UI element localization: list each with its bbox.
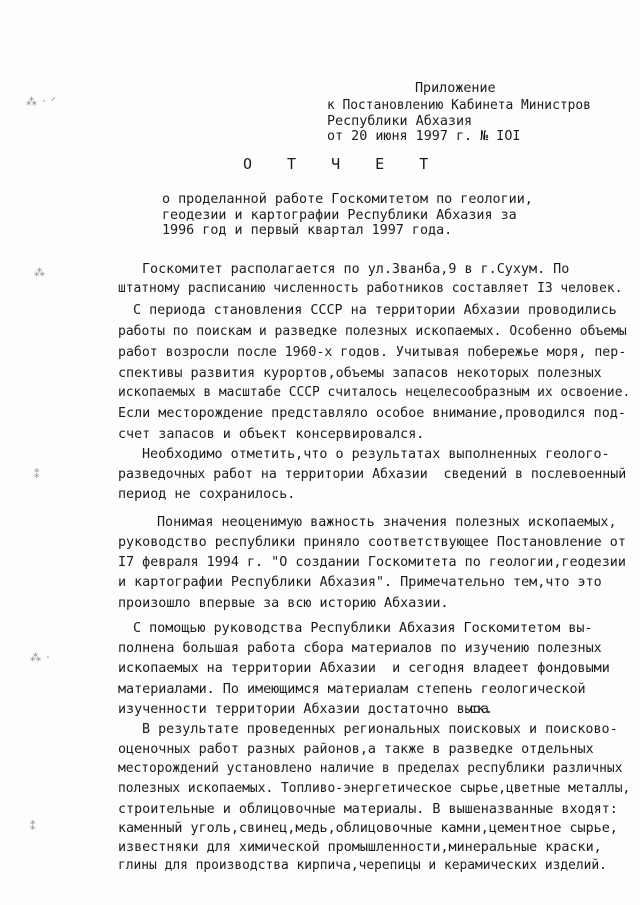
body-line — [118, 703, 489, 716]
body-line: руководство республики приняло соответствующее Постановление от — [118, 535, 626, 550]
body-line: В результате проведенных региональных поисковых и поисково- — [142, 722, 618, 737]
body-line: полнена большая работа сбора материалов по изучению полезных — [118, 641, 602, 656]
body-line: Необходимо отметить,что о результатах выполненных геолого- — [142, 447, 610, 462]
body-line: штатному расписанию численность работников составляет I3 человек. — [118, 281, 623, 296]
body-line: ископаемых на территории Абхазии и сегодня владеет фондовыми — [118, 661, 610, 676]
body-line: каменный уголь,свинец,медь,облицовочные камни,цементное сырье, — [118, 821, 618, 836]
body-line: глины для производства кирпича,черепицы и керамических изделий. — [118, 858, 607, 873]
body-line: полезных ископаемых. Топливо-энергетическое сырье,цветные металлы, — [118, 781, 631, 796]
body-line: С периода становления СССР на территории Абхазии проводились — [133, 303, 617, 318]
appendix-line: от 20 июня 1997 г. № IOI — [327, 129, 521, 144]
body-line: I7 февраля 1994 г. "О создании Госкомитета по геологии,геодезии — [118, 555, 626, 570]
body-line: строительные и облицовочные материалы. В вышеназванные входят: — [118, 802, 618, 817]
margin-mark: ⁑ — [30, 820, 37, 833]
body-line: и картографии Республики Абхазия". Примечательно тем,что это — [118, 575, 602, 590]
appendix-label: Приложение — [415, 81, 496, 96]
margin-mark: ⁑ — [34, 468, 41, 481]
body-line: работ возросли после 1960-х годов. Учитывая побережье моря, пер- — [118, 345, 627, 360]
appendix-line: к Постановлению Кабинета Министров — [327, 98, 591, 113]
body-line: Понимая неоценимую важность значения полезных ископаемых, — [157, 515, 617, 530]
body-line: разведочных работ на территории Абхазии сведений в послевоенный — [118, 467, 627, 482]
body-line: работы по поискам и разведке полезных ископаемых. Особенно объемы — [118, 324, 627, 339]
margin-mark: ⁂ ⸱ ᐟ — [26, 95, 57, 108]
overtyped-text: ысока. — [464, 702, 490, 717]
appendix-line: Республики Абхазия — [327, 114, 473, 129]
subtitle-line: 1996 год и первый квартал 1997 года. — [162, 223, 453, 238]
body-text: изученности территории Абхазии достаточно в — [118, 702, 465, 717]
body-line: произошло впервые за всю историю Абхазии. — [118, 596, 449, 611]
body-line: С помощью руководства Республики Абхазия Госкомитетом вы- — [133, 621, 593, 636]
body-line: счет запасов и объект консервировался. — [118, 427, 425, 442]
body-line: Госкомитет располагается по ул.Званба,9 в г.Сухум. По — [142, 262, 570, 277]
subtitle-line: геодезии и картографии Республики Абхазия за — [162, 208, 517, 223]
body-line: месторождений установлено наличие в пределах республики различных — [118, 761, 623, 776]
body-line: известняки для химической промышленности,минеральные краски, — [118, 840, 602, 855]
subtitle-line: о проделанной работе Госкомитетом по геологии, — [162, 192, 533, 207]
body-line: оценочных работ разных районов,а также в разведке отдельных — [118, 742, 594, 757]
body-line: материалами. По имеющимся материалам степень геологической — [118, 682, 586, 697]
body-line: ископаемых в масштабе СССР считалось нецелесообразным их освоение. — [118, 385, 631, 400]
body-line: Если месторождение представляло особое внимание,проводился под- — [118, 406, 626, 421]
margin-mark: ⁂ — [34, 266, 46, 279]
document-title: О Т Ч Е Т — [243, 155, 442, 173]
body-line: спективы развития курортов,объемы запасов некоторых полезных — [118, 366, 602, 381]
margin-mark: ⁂ ⸱ — [30, 651, 51, 664]
body-line: период не сохранилось. — [118, 487, 296, 502]
